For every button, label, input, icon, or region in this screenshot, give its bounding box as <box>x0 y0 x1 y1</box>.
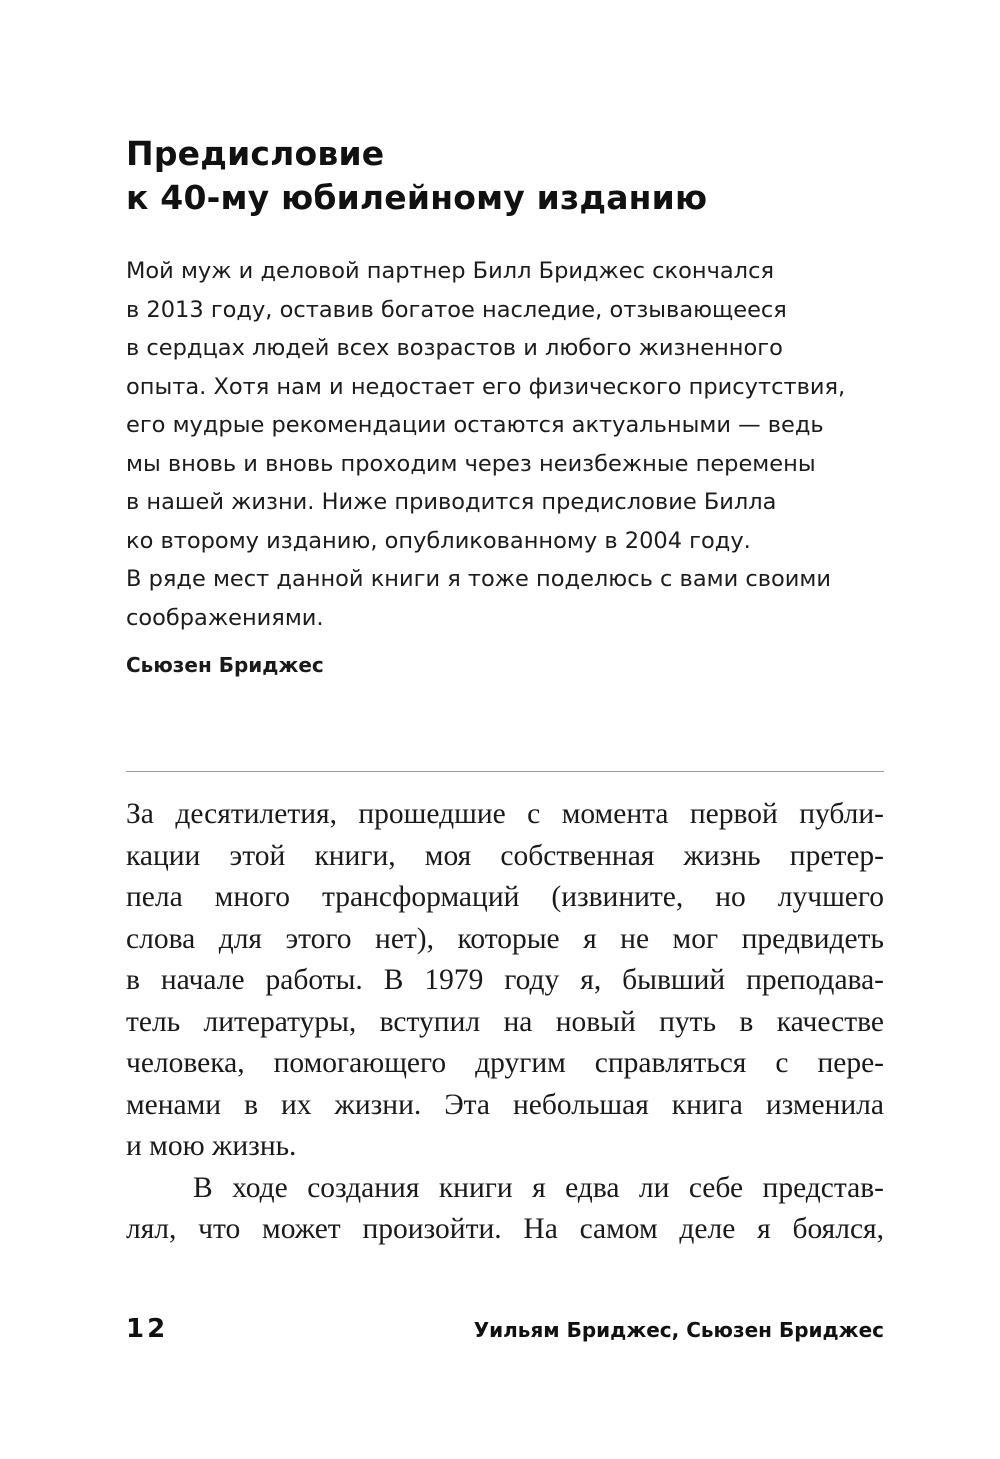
body-line: лял, что может произойти. На самом деле я боялся, <box>126 1213 884 1245</box>
foreword-line: в 2013 году, оставив богатое наследие, отзывающееся <box>126 296 787 323</box>
body-line: пела много трансформаций (извините, но лучшего <box>126 881 884 913</box>
foreword-line: его мудрые рекомендации остаются актуальными — ведь <box>126 412 824 438</box>
foreword-line: соображениями. <box>126 604 324 631</box>
main-body-text <box>126 794 884 1251</box>
page-footer <box>126 1311 884 1347</box>
foreword-line: в сердцах людей всех возрастов и любого жизненного <box>126 335 783 361</box>
body-line: менами в их жизни. Эта небольшая книга изменила <box>126 1088 884 1121</box>
foreword-paragraph <box>126 252 884 637</box>
book-page <box>126 0 884 1459</box>
foreword-line: Мой муж и деловой партнер Билл Бриджес скончался <box>126 258 774 284</box>
body-line: в начале работы. В 1979 году я, бывший преподава- <box>126 964 884 996</box>
foreword-signature: Сьюзен Бриджес <box>126 653 324 677</box>
body-line: кации этой книги, моя собственная жизнь претер- <box>126 839 884 872</box>
foreword-line: ко второму изданию, опубликованному в 2004 году. <box>126 527 751 554</box>
foreword-line: в нашей жизни. Ниже приводится предисловие Билла <box>126 489 777 515</box>
chapter-title <box>126 132 884 220</box>
page-number: 12 <box>126 1314 169 1344</box>
section-divider <box>126 771 884 772</box>
foreword-line: опыта. Хотя нам и недостает его физического присутствия, <box>126 373 846 400</box>
body-line: и мою жизнь. <box>126 1130 297 1162</box>
body-line: слова для этого нет), которые я не мог предвидеть <box>126 922 884 955</box>
body-line: В ходе создания книги я едва ли себе представ- <box>193 1171 884 1204</box>
running-head-authors: Уильям Бриджес, Сьюзен Бриджес <box>473 1318 884 1342</box>
foreword-line: мы вновь и вновь проходим через неизбежные перемены <box>126 450 816 477</box>
body-line: человека, помогающего другим справляться с пере- <box>126 1047 884 1079</box>
chapter-title-line-1: Предисловие <box>126 134 385 173</box>
chapter-title-line-2: к 40-му юбилейному изданию <box>126 178 708 217</box>
body-line: тель литературы, вступил на новый путь в качестве <box>126 1005 884 1038</box>
body-line: За десятилетия, прошедшие с момента первой публи- <box>126 798 884 830</box>
foreword-line: В ряде мест данной книги я тоже поделюсь с вами своими <box>126 566 831 592</box>
